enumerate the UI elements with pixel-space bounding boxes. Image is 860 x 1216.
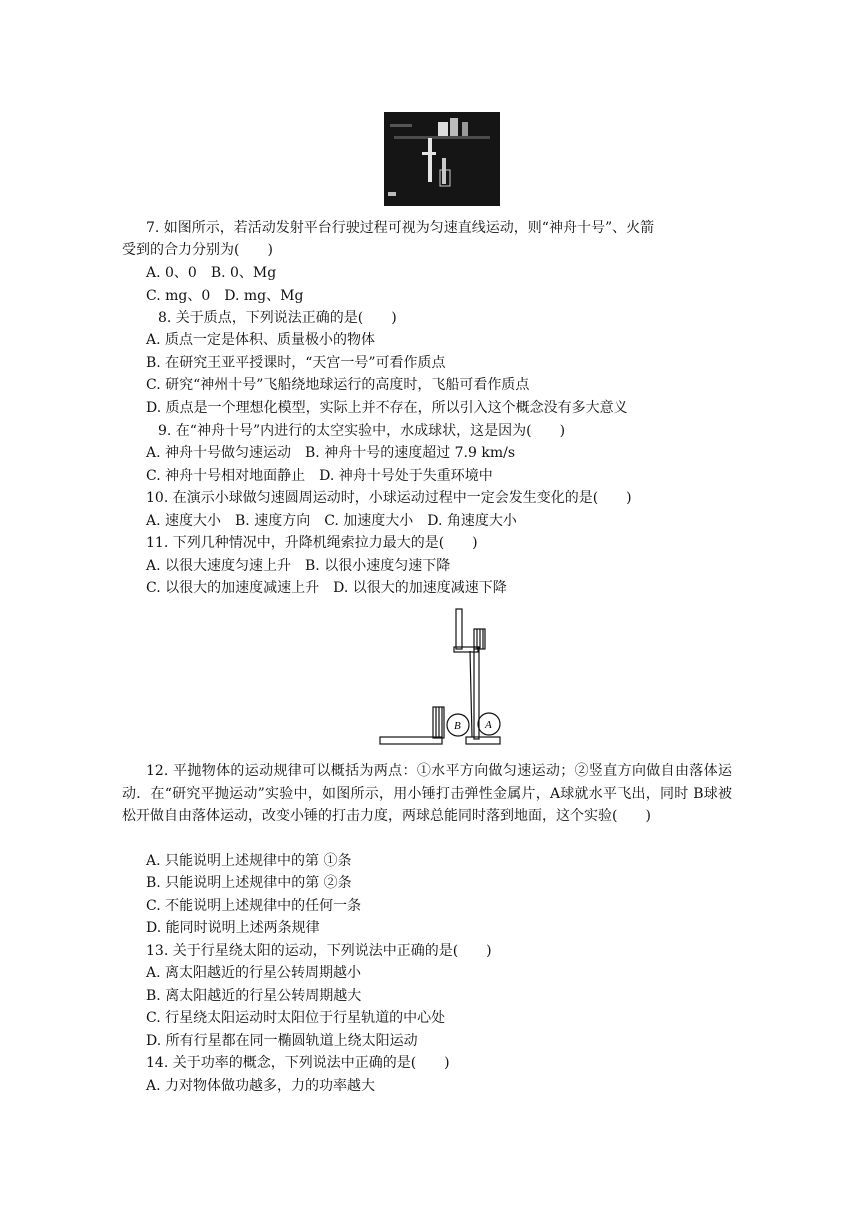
q14-option-a: A. 力对物体做功越多，力的功率越大 [146,1078,376,1094]
q7-option-d: D. mg、Mg [224,288,304,304]
q12-option-d: D. 能同时说明上述两条规律 [146,920,320,936]
q7-stem-line2: 受到的合力分别为( ) [122,242,273,258]
q11-options-ab: A. 以很大速度匀速上升 B. 以很小速度匀速下降 [146,558,451,574]
q9-options-ab: A. 神舟十号做匀速运动 B. 神舟十号的速度超过 7.9 km/s [146,445,516,461]
q8-option-d: D. 质点是一个理想化模型，实际上并不存在，所以引入这个概念没有多大意义 [146,400,628,416]
q14-stem: 14. 关于功率的概念，下列说法中正确的是( ) [146,1055,450,1071]
q7-option-c: C. mg、0 [146,288,211,304]
projectile-apparatus-diagram [378,607,504,749]
q13-option-b: B. 离太阳越近的行星公转周期越大 [146,988,362,1004]
q7-stem-line1: 7. 如图所示，若活动发射平台行驶过程可视为匀速直线运动，则“神舟十号”、火箭 [146,220,655,236]
ball-a-label: A [485,719,492,731]
q7-option-a: A. 0、0 [146,265,197,281]
q13-option-a: A. 离太阳越近的行星公转周期越小 [146,965,362,981]
q8-option-a: A. 质点一定是体积、质量极小的物体 [146,332,376,348]
q10-options: A. 速度大小 B. 速度方向 C. 加速度大小 D. 角速度大小 [146,513,517,529]
q12-option-c: C. 不能说明上述规律中的任何一条 [146,898,362,914]
q13-option-c: C. 行星绕太阳运动时太阳位于行星轨道的中心处 [146,1010,446,1026]
q10-stem: 10. 在演示小球做匀速圆周运动时，小球运动过程中一定会发生变化的是( ) [146,490,632,506]
q11-stem: 11. 下列几种情况中，升降机绳索拉力最大的是( ) [146,535,478,551]
q8-stem: 8. 关于质点，下列说法正确的是( ) [158,310,397,326]
q8-option-c: C. 研究“神州十号”飞船绕地球运行的高度时，飞船可看作质点 [146,377,530,393]
q7-options-ab [146,262,276,284]
q12-option-b: B. 只能说明上述规律中的第 ②条 [146,875,352,891]
q7-option-b: B. 0、Mg [210,265,277,281]
rocket-launch-photo [384,112,500,206]
q13-stem: 13. 关于行星绕太阳的运动，下列说法中正确的是( ) [146,943,492,959]
q8-option-b: B. 在研究王亚平授课时，“天宫一号”可看作质点 [146,355,446,371]
q11-options-cd: C. 以很大的加速度减速上升 D. 以很大的加速度减速下降 [146,580,507,596]
q12-option-a: A. 只能说明上述规律中的第 ①条 [146,853,352,869]
q9-stem: 9. 在“神舟十号”内进行的太空实验中，水成球状，这是因为( ) [158,423,566,439]
ball-b-label: B [454,720,461,732]
q13-option-d: D. 所有行星都在同一椭圆轨道上绕太阳运动 [146,1033,418,1049]
q7-options-cd [146,285,303,307]
q12-stem: 12. 平抛物体的运动规律可以概括为两点：①水平方向做匀速运动；②竖直方向做自由落体运动．在“研究平抛运动”实验中，如图所示，用小锤打击弹性金属片，A球就水平飞出，同时 B球被松开做自由落体运动，改变小锤的打击力度，两球总能同时落到地面，这个实验( ) [122,763,732,824]
q9-options-cd: C. 神舟十号相对地面静止 D. 神舟十号处于失重环境中 [146,468,493,484]
